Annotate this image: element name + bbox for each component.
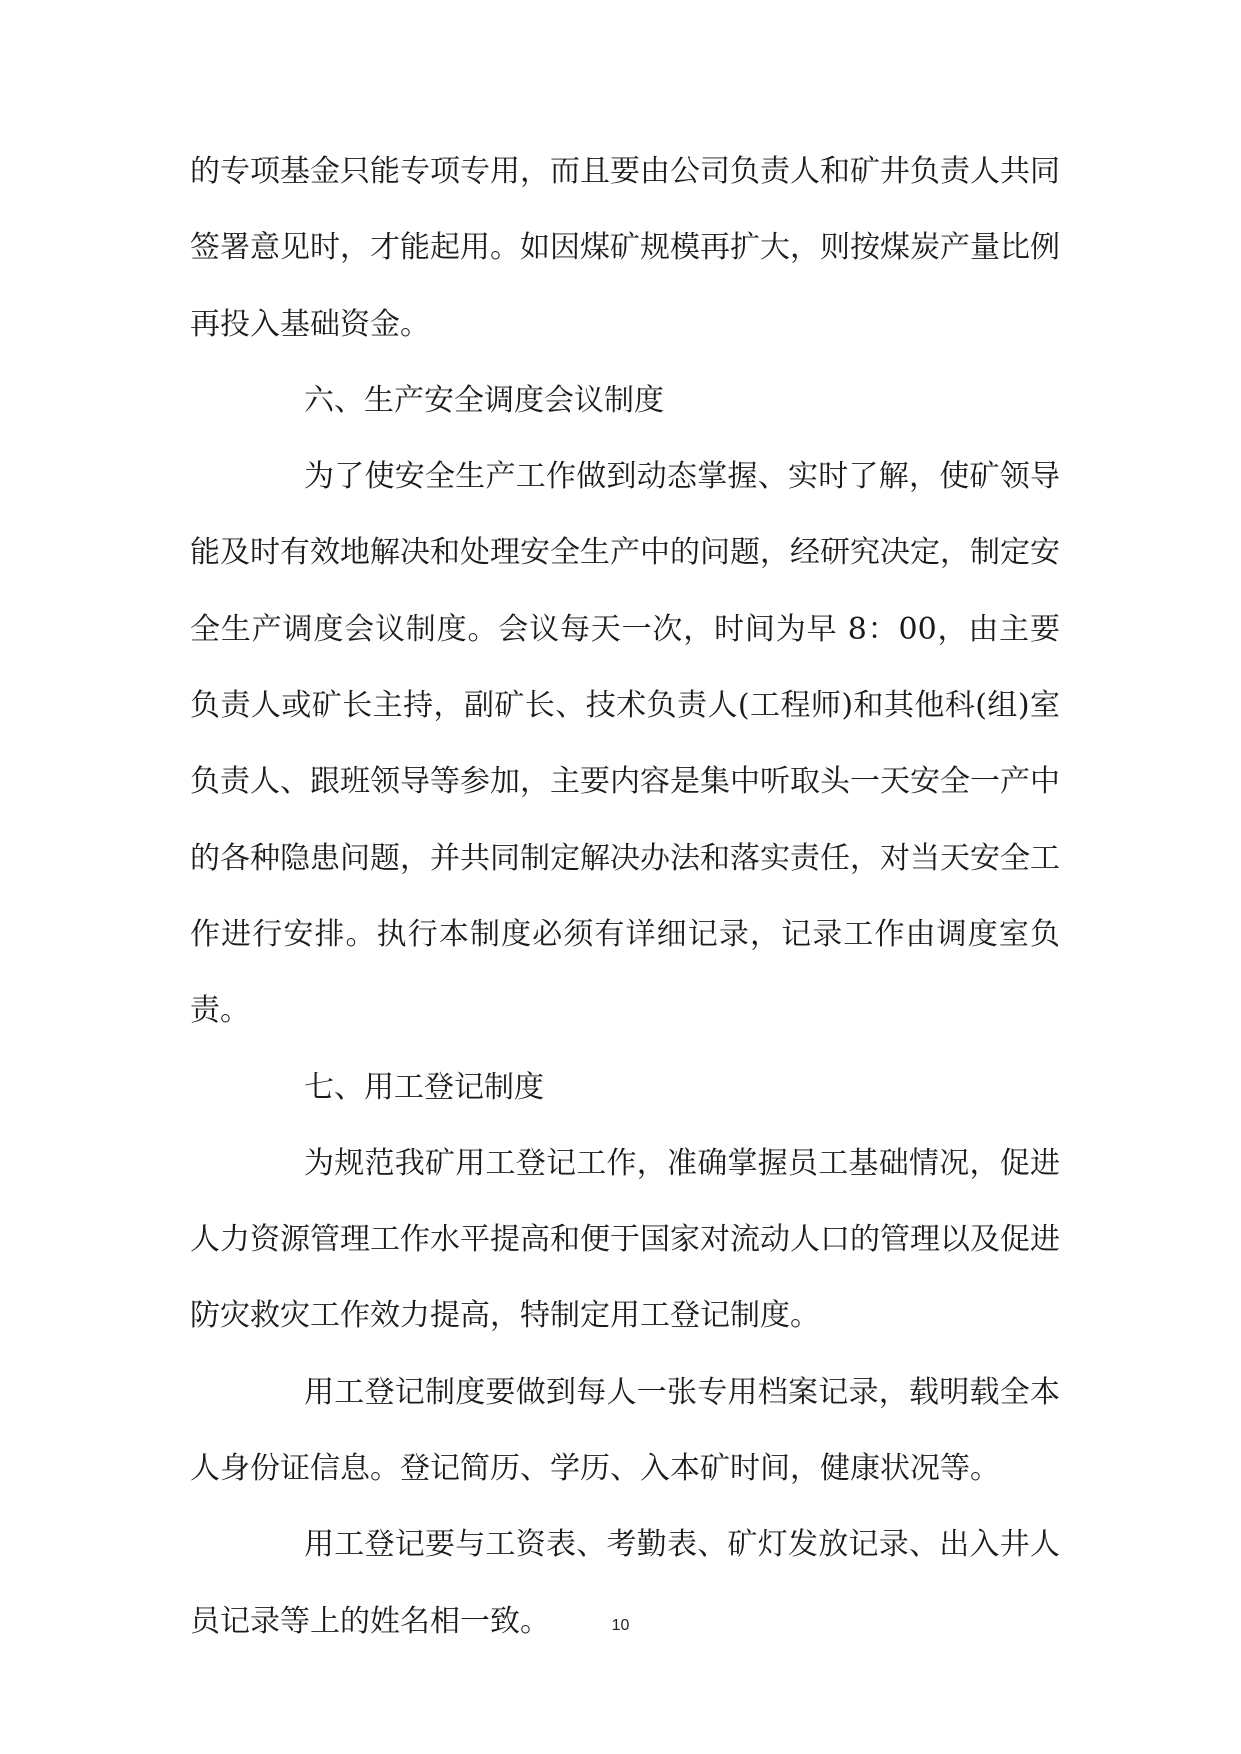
paragraph-continuation: 的专项基金只能专项专用，而且要由公司负责人和矿井负责人共同签署意见时，才能起用。如因煤矿规模再扩大，则按煤炭产量比例再投入基础资金。 — [190, 154, 1060, 342]
page-number: 10 — [611, 1617, 630, 1634]
document-body — [190, 134, 1060, 1660]
paragraph-employment-record: 用工登记制度要做到每人一张专用档案记录，载明载全本人身份证信息。登记简历、学历、入本矿时间，健康状况等。 — [190, 1374, 1060, 1487]
section-heading-employment-registration: 七、用工登记制度 — [304, 1069, 544, 1105]
paragraph-dispatch-meeting: 为了使安全生产工作做到动态掌握、实时了解，使矿领导能及时有效地解决和处理安全生产中的问题，经研究决定，制定安全生产调度会议制度。会议每天一次，时间为早 8：00，由主要负责人或矿长主持，副矿长、技术负责人(工程师)和其他科(组)室负责人、跟班领导等参加，主要内容是集中听取头一天安全一产中的各种隐患问题，并共同制定解决办法和落实责任，对当天安全工作进行安排。执行本制度必须有详细记录，记录工作由调度室负责。 — [190, 459, 1060, 1029]
paragraph-employment-consistency: 用工登记要与工资表、考勤表、矿灯发放记录、出入井人员记录等上的姓名相一致。 — [190, 1527, 1060, 1639]
paragraph-employment-purpose: 为规范我矿用工登记工作，准确掌握员工基础情况，促进人力资源管理工作水平提高和便于国家对流动人口的管理以及促进防灾救灾工作效力提高，特制定用工登记制度。 — [190, 1145, 1060, 1334]
section-heading-dispatch-meeting: 六、生产安全调度会议制度 — [304, 382, 664, 418]
